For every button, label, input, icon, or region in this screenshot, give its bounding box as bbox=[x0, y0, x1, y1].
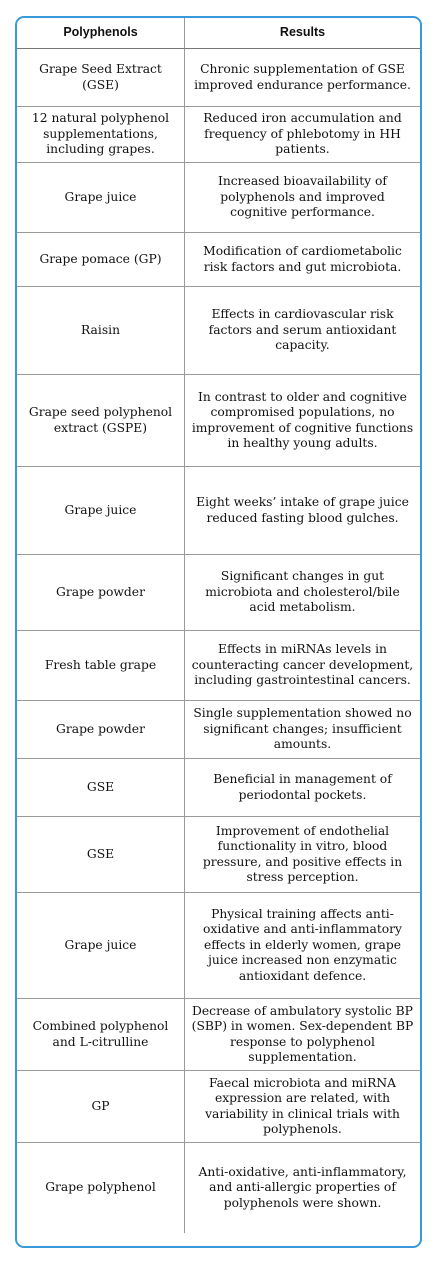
header-polyphenols: Polyphenols bbox=[17, 18, 185, 49]
polyphenol-cell: Fresh table grape bbox=[17, 631, 185, 701]
table-frame bbox=[15, 16, 422, 1248]
polyphenol-cell: Grape pomace (GP) bbox=[17, 233, 185, 287]
polyphenol-cell: Combined polyphenol and L-citrulline bbox=[17, 999, 185, 1071]
result-cell: Effects in miRNAs levels in counteracting cancer development, including gastrointestinal cancers. bbox=[185, 631, 420, 701]
result-cell: Increased bioavailability of polyphenols and improved cognitive performance. bbox=[185, 163, 420, 233]
result-cell: Faecal microbiota and miRNA expression are related, with variability in clinical trials with polyphenols. bbox=[185, 1071, 420, 1143]
polyphenol-cell: Grape juice bbox=[17, 163, 185, 233]
polyphenol-cell: Grape seed polyphenol extract (GSPE) bbox=[17, 375, 185, 467]
polyphenol-cell: GSE bbox=[17, 817, 185, 893]
result-cell: Physical training affects anti-oxidative and anti-inflammatory effects in elderly women, grape juice increased non enzymatic antioxidant defence. bbox=[185, 893, 420, 999]
result-cell: Decrease of ambulatory systolic BP (SBP) in women. Sex-dependent BP response to polyphenol supplementation. bbox=[185, 999, 420, 1071]
polyphenol-cell: Grape juice bbox=[17, 893, 185, 999]
header-results: Results bbox=[185, 18, 420, 49]
polyphenol-cell: Grape polyphenol bbox=[17, 1143, 185, 1233]
polyphenol-cell: Grape Seed Extract (GSE) bbox=[17, 49, 185, 107]
result-cell: Modification of cardiometabolic risk factors and gut microbiota. bbox=[185, 233, 420, 287]
result-cell: Significant changes in gut microbiota and cholesterol/bile acid metabolism. bbox=[185, 555, 420, 631]
result-cell: Reduced iron accumulation and frequency of phlebotomy in HH patients. bbox=[185, 107, 420, 163]
result-cell: Chronic supplementation of GSE improved endurance performance. bbox=[185, 49, 420, 107]
result-cell: Beneficial in management of periodontal pockets. bbox=[185, 759, 420, 817]
result-cell: Effects in cardiovascular risk factors and serum antioxidant capacity. bbox=[185, 287, 420, 375]
result-cell: Improvement of endothelial functionality in vitro, blood pressure, and positive effects in stress perception. bbox=[185, 817, 420, 893]
polyphenol-cell: GSE bbox=[17, 759, 185, 817]
results-table bbox=[17, 18, 420, 49]
polyphenol-cell: Grape juice bbox=[17, 467, 185, 555]
result-cell: Single supplementation showed no significant changes; insufficient amounts. bbox=[185, 701, 420, 759]
polyphenol-cell: Grape powder bbox=[17, 555, 185, 631]
polyphenol-cell: GP bbox=[17, 1071, 185, 1143]
polyphenol-cell: Grape powder bbox=[17, 701, 185, 759]
table-body bbox=[17, 49, 420, 1233]
result-cell: In contrast to older and cognitive compromised populations, no improvement of cognitive functions in healthy young adults. bbox=[185, 375, 420, 467]
polyphenol-cell: 12 natural polyphenol supplementations, including grapes. bbox=[17, 107, 185, 163]
polyphenol-cell: Raisin bbox=[17, 287, 185, 375]
result-cell: Eight weeks’ intake of grape juice reduced fasting blood gulches. bbox=[185, 467, 420, 555]
result-cell: Anti-oxidative, anti-inflammatory, and anti-allergic properties of polyphenols were shown. bbox=[198, 1164, 407, 1210]
